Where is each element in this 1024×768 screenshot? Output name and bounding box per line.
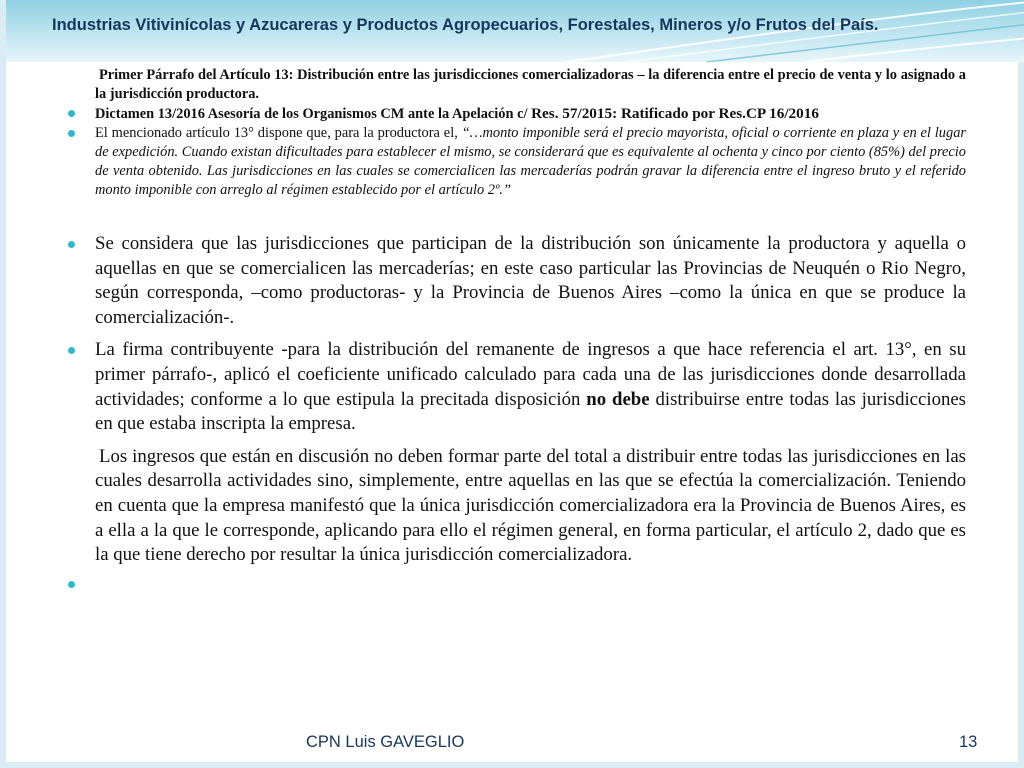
spacer — [68, 330, 966, 338]
dictamen-ref: Res. 57/2015: Ratificado por Res.CP 16/2016 — [531, 105, 819, 122]
footer-author: CPN Luis GAVEGLIO — [306, 733, 465, 751]
bullet-empty — [68, 572, 966, 596]
spacer — [68, 200, 966, 232]
bullet-articulo — [68, 124, 966, 200]
firma-emphasis: no debe — [586, 388, 650, 410]
jurisdicciones-text: Se considera que las jurisdicciones que participan de la distribución son únicamente la productora y aquella o aquellas en que se comercialicen las mercaderías; en este caso particular las Provincias de Neuquén o Rio Negro, según corresponda, –como productoras- y la Provincia de Buenos Aires –como la única en que se produce la comercialización-. — [95, 233, 966, 328]
articulo-lead: El mencionado artículo 13° dispone que, para la productora el, — [95, 125, 462, 141]
bullet-firma — [68, 338, 966, 436]
articulo-quote: “…monto imponible será el precio mayorista, oficial o corriente en plaza y en el lugar de expedición. Cuando existan dificultades para establecer el mismo, se considerará que es equivalente al ochenta y cinco por ciento (85%) del precio de venta obtenido. Las jurisdicciones en las cuales se comercialicen las mercaderías podrán gravar la diferencia entre el ingreso bruto y el referido monto imponible con arreglo al régimen establecido por el artículo 2º.” — [95, 125, 966, 198]
ingresos-paragraph — [68, 445, 966, 568]
slide-content — [68, 66, 966, 596]
firma-text-after: distribuirse entre todas las jurisdicciones en que estaba inscripta la empresa. — [95, 388, 966, 435]
slide-title: Industrias Vitivinícolas y Azucareras y Productos Agropecuarios, Forestales, Mineros y/o Frutos del País. — [52, 16, 879, 34]
dictamen-text: Dictamen 13/2016 Asesoría de los Organismos CM ante la Apelación c/ — [95, 106, 532, 122]
ingresos-text: Los ingresos que están en discusión no deben formar parte del total a distribuir entre todas las jurisdicciones en las cuales desarrolla actividades sino, simplemente, entre aquellas en las que se efectúa la comercialización. Teniendo en cuenta que la empresa manifestó que la única jurisdicción comercializadora era la Provincia de Buenos Aires, es a ella a la que le corresponde, aplicando para ello el régimen general, en forma particular, el artículo 2, dado que es la que tiene derecho por resultar la única jurisdicción comercializadora. — [95, 445, 966, 566]
firma-text-before: La firma contribuyente -para la distribución del remanente de ingresos a que hace referencia el art. 13°, en su primer párrafo-, aplicó el coeficiente unificado calculado para cada una de las jurisdicciones donde desarrollada actividades; conforme a lo que estipula la precitada disposición — [95, 339, 966, 410]
page-number: 13 — [959, 733, 978, 751]
intro-paragraph — [68, 66, 966, 104]
bullet-dictamen — [68, 104, 966, 124]
bullet-jurisdicciones — [68, 232, 966, 330]
header-band — [6, 0, 1024, 62]
intro-text: Primer Párrafo del Artículo 13: Distribución entre las jurisdicciones comercializadoras – la diferencia entre el precio de venta y lo asignado a la jurisdicción productora. — [95, 67, 966, 102]
